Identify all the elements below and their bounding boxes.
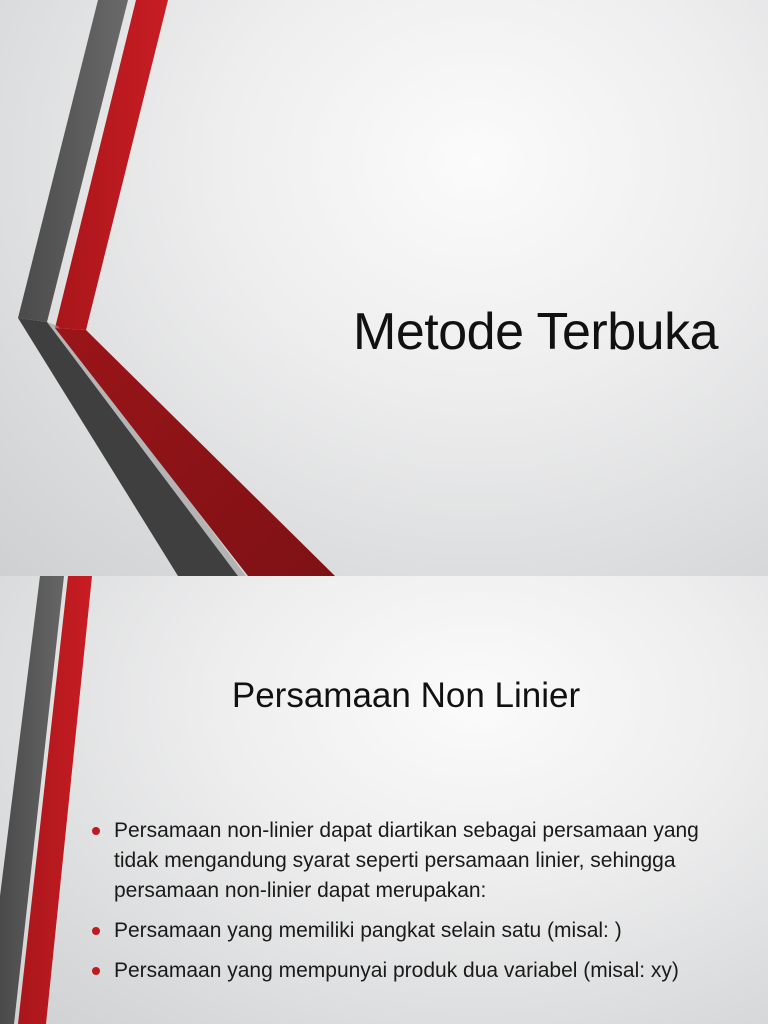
slide-title: Persamaan Non Linier: [231, 676, 581, 715]
bullet-text: Persamaan yang memiliki pangkat selain satu (misal: ): [114, 919, 622, 942]
bullet-text: Persamaan non-linier dapat diartikan sebagai persamaan yang tidak mengandung syarat seperti persamaan linier, sehingga persamaan non-linier dapat merupakan:: [114, 819, 699, 902]
slide-title: Metode Terbuka: [353, 303, 718, 361]
list-item: [92, 956, 732, 986]
list-item: [92, 916, 732, 946]
bullet-text: Persamaan yang mempunyai produk dua variabel (misal: xy): [114, 959, 679, 982]
bullet-list: [92, 816, 732, 996]
lower-dark-stripe: [18, 318, 238, 576]
bullet-dot-icon: [92, 827, 100, 835]
content-slide: [0, 576, 768, 1024]
bullet-dot-icon: [92, 967, 100, 975]
lower-dark-stripe-highlight: [47, 322, 246, 576]
list-item: [92, 816, 732, 906]
bullet-dot-icon: [92, 927, 100, 935]
